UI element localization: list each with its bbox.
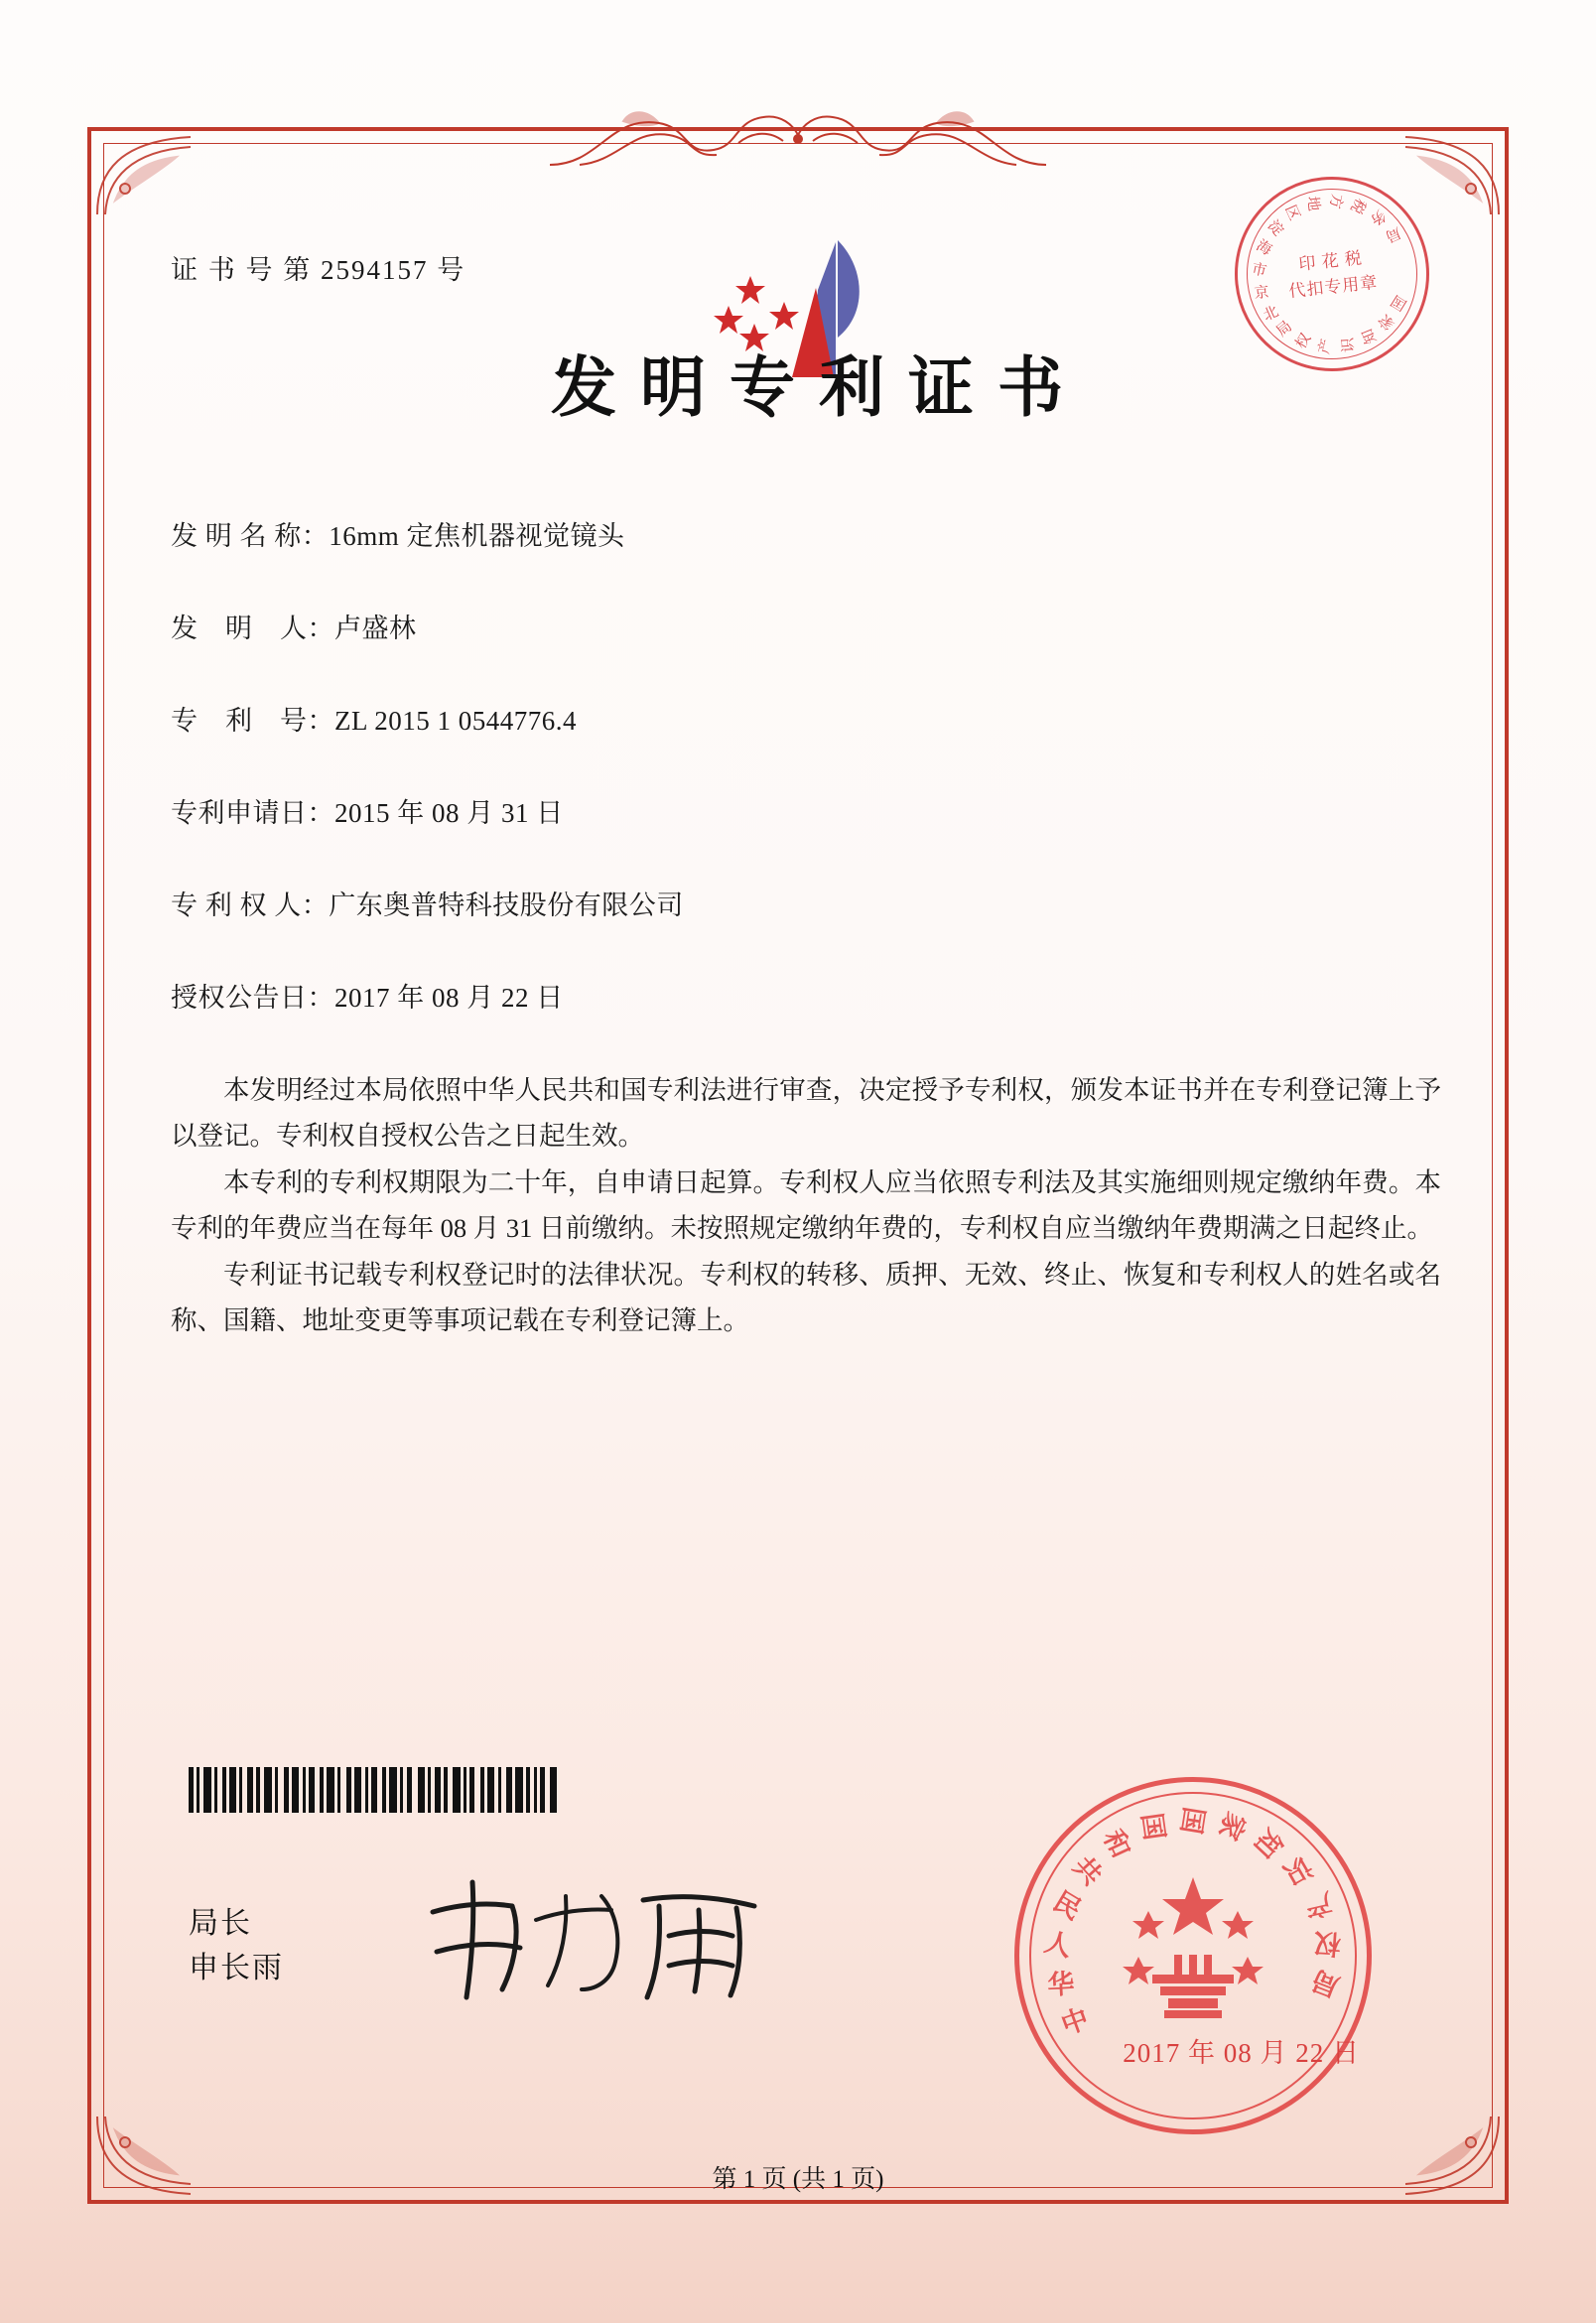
national-emblem-icon: [1109, 1871, 1277, 2040]
field-value: 16mm 定焦机器视觉镜头: [329, 521, 625, 551]
signature-block: [189, 1901, 284, 1990]
tax-seal-arc-text: 北 京 市 海 淀 区 地 方 税 务 局 国 家 知 识 产 权 局: [1250, 192, 1410, 356]
handwritten-signature: [417, 1866, 794, 2015]
field-application-date: [171, 791, 1447, 830]
tax-seal-center-line1: 印 花 税: [1297, 248, 1364, 274]
field-patent-number: [171, 699, 1447, 738]
page-footer: 第 1 页 (共 1 页): [712, 2166, 884, 2193]
field-grant-date: [171, 976, 1447, 1015]
field-inventor: [171, 607, 1447, 645]
field-value: 卢盛林: [334, 614, 417, 643]
field-label: 专利申请日：: [171, 798, 334, 828]
director-role-label: 局长: [189, 1907, 252, 1940]
paragraph-3: 专利证书记载专利权登记时的法律状况。专利权的转移、质押、无效、终止、恢复和专利权人的姓名或名称、国籍、地址变更等事项记载在专利登记簿上。: [171, 1260, 1441, 1335]
field-label: 专 利 权 人：: [171, 890, 330, 920]
field-label: 发 明 人：: [171, 614, 334, 643]
seal-date: 2017 年 08 月 22 日: [1123, 2038, 1360, 2068]
certificate-content: [171, 208, 1447, 1345]
director-name: 申长雨: [189, 1952, 284, 1984]
tax-seal-center-line2: 代扣专用章: [1287, 272, 1380, 301]
field-label: 授权公告日：: [171, 983, 334, 1013]
field-value: 2015 年 08 月 31 日: [334, 798, 564, 828]
certificate-number: 证 书 号 第 2594157 号: [171, 255, 466, 285]
national-office-seal: 中 华 人 民 共 和 国 国 家 知 识 产 权 局: [1014, 1777, 1372, 2134]
paragraph-1: 本发明经过本局依照中华人民共和国专利法进行审查，决定授予专利权，颁发本证书并在专利登记簿上予以登记。专利权自授权公告之日起生效。: [171, 1075, 1441, 1151]
field-label: 专 利 号：: [171, 706, 334, 736]
field-invention-title: [171, 514, 1447, 553]
field-value: 广东奥普特科技股份有限公司: [329, 890, 684, 920]
corner-ornament-top-left: [91, 131, 200, 220]
barcode: [189, 1767, 605, 1813]
field-list: [171, 514, 1447, 1015]
body-paragraphs: [171, 1068, 1447, 1343]
field-value: 2017 年 08 月 22 日: [334, 983, 564, 1013]
paragraph-2: 本专利的专利权期限为二十年，自申请日起算。专利权人应当依照专利法及其实施细则规定缴纳年费。本专利的年费应当在每年 08 月 31 日前缴纳。未按照规定缴纳年费的，专利权自应当缴纳年费期满之日起终止。: [171, 1167, 1441, 1243]
field-label: 发 明 名 称：: [171, 521, 330, 551]
page-title: 发明专利证书: [551, 348, 1087, 426]
field-value: ZL 2015 1 0544776.4: [334, 706, 577, 736]
field-patentee: [171, 884, 1447, 922]
